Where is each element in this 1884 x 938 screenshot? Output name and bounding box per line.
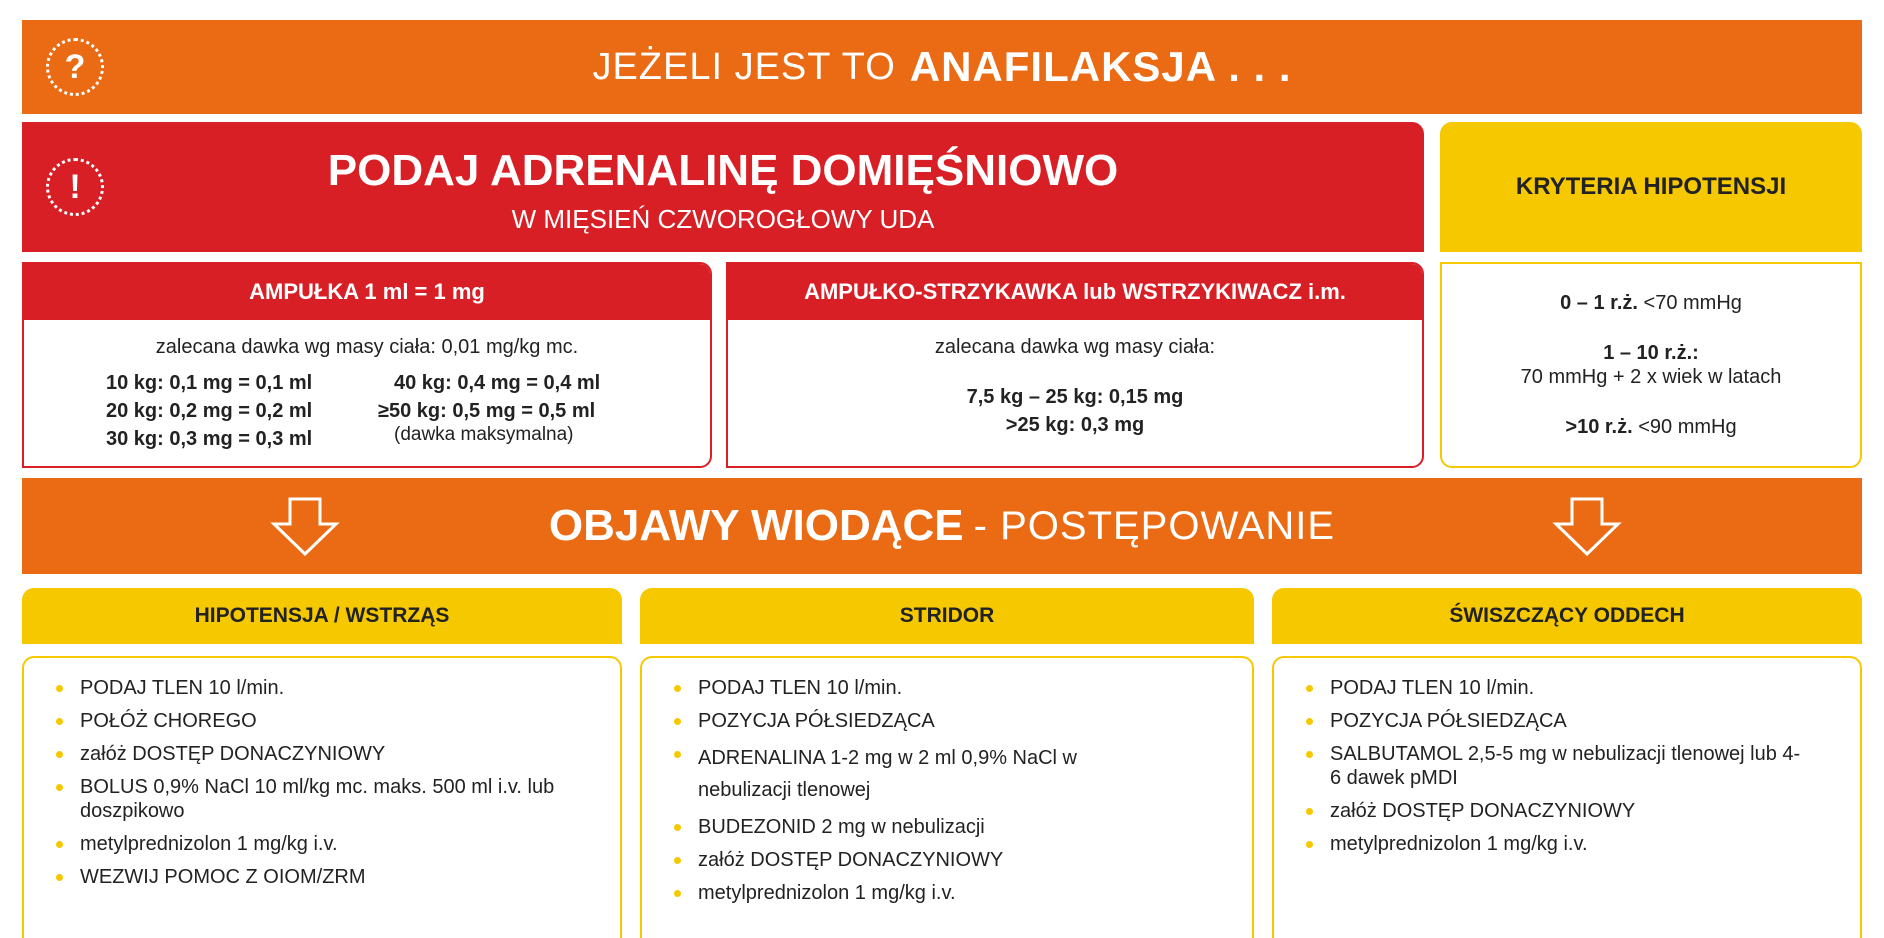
banner-top-light: JEŻELI JEST TO [592,45,896,88]
list-item: POZYCJA PÓŁSIEDZĄCA [1302,709,1860,733]
dose-50kg: ≥50 kg: 0,5 mg = 0,5 ml [378,400,596,422]
col-wheezing-box [1272,656,1862,938]
syringe-dose-2: >25 kg: 0,3 mg [1005,414,1145,436]
question-icon: ? [46,38,104,96]
criteria-row-2b [1442,366,1860,389]
dose-20kg: 20 kg: 0,2 mg = 0,2 ml [106,400,313,422]
criteria-box [1440,262,1862,468]
list-item: załóż DOSTĘP DONACZYNIOWY [670,848,1252,872]
list-item: metylprednizolon 1 mg/kg i.v. [52,832,620,856]
adrenaline-subtitle: W MIĘSIEŃ CZWOROGŁOWY UDA [511,204,935,234]
arrow-down-icon [1552,496,1622,558]
list-item: WEZWIJ POMOC Z OIOM/ZRM [52,865,620,889]
col-hypotension-header: HIPOTENSJA / WSTRZĄS [22,588,622,644]
symptoms-subtitle: - POSTĘPOWANIE [973,503,1336,548]
syringe-box [726,262,1424,468]
adrenaline-header [22,122,1424,252]
exclamation-icon: ! [46,158,104,216]
adrenaline-title: PODAJ ADRENALINĘ DOMIĘŚNIOWO [327,146,1119,195]
syringe-dose-1: 7,5 kg – 25 kg: 0,15 mg [966,386,1184,408]
arrow-down-icon [270,496,340,558]
list-item: PODAJ TLEN 10 l/min. [52,676,620,700]
list-item: BUDEZONID 2 mg w nebulizacji [670,815,1252,839]
criteria-value-2: 70 mmHg + 2 x wiek w latach [1520,366,1782,388]
dose-30kg: 30 kg: 0,3 mg = 0,3 ml [106,428,313,450]
list-item: PODAJ TLEN 10 l/min. [670,676,1252,700]
criteria-value-1: <70 mmHg [1643,292,1742,314]
symptoms-banner [22,478,1862,574]
list-item: ADRENALINA 1-2 mg w 2 ml 0,9% NaCl w nebulizacji tlenowej [670,742,1128,806]
list-item: załóż DOSTĘP DONACZYNIOWY [1302,799,1860,823]
ampoule-box [22,262,712,468]
list-item: PODAJ TLEN 10 l/min. [1302,676,1860,700]
criteria-header: KRYTERIA HIPOTENSJI [1440,122,1862,252]
list-item: POŁÓŻ CHOREGO [52,709,620,733]
banner-top-bold: ANAFILAKSJA . . . [909,43,1292,90]
ampoule-note: zalecana dawka wg masy ciała: 0,01 mg/kg mc. [155,336,579,358]
criteria-row-2 [1442,342,1860,365]
criteria-age-2: 1 – 10 r.ż.: [1603,342,1699,364]
criteria-age-1: 0 – 1 r.ż. [1560,292,1638,314]
col-wheezing-header: ŚWISZCZĄCY ODDECH [1272,588,1862,644]
col-stridor-header: STRIDOR [640,588,1254,644]
criteria-value-3: <90 mmHg [1638,416,1737,438]
list-item: SALBUTAMOL 2,5-5 mg w nebulizacji tlenowej lub 4-6 dawek pMDI [1302,742,1810,790]
col-stridor-box [640,656,1254,938]
list-item: POZYCJA PÓŁSIEDZĄCA [670,709,1252,733]
syringe-title: AMPUŁKO-STRZYKAWKA lub WSTRZYKIWACZ i.m. [728,264,1422,320]
list-item: BOLUS 0,9% NaCl 10 ml/kg mc. maks. 500 ml i.v. lub doszpikowo [52,775,560,823]
symptoms-title: OBJAWY WIODĄCE [548,501,964,550]
list-item: metylprednizolon 1 mg/kg i.v. [1302,832,1860,856]
col-hypotension-box [22,656,622,938]
dose-max-note: (dawka maksymalna) [394,424,574,445]
ampoule-title: AMPUŁKA 1 ml = 1 mg [24,264,710,320]
criteria-row-3 [1442,416,1860,439]
dose-40kg: 40 kg: 0,4 mg = 0,4 ml [394,372,601,394]
list-item: metylprednizolon 1 mg/kg i.v. [670,881,1252,905]
list-item: załóż DOSTĘP DONACZYNIOWY [52,742,620,766]
criteria-row-1 [1442,292,1860,315]
criteria-age-3: >10 r.ż. [1565,416,1633,438]
dose-10kg: 10 kg: 0,1 mg = 0,1 ml [106,372,313,394]
top-banner [22,20,1862,114]
syringe-note: zalecana dawka wg masy ciała: [934,336,1216,358]
